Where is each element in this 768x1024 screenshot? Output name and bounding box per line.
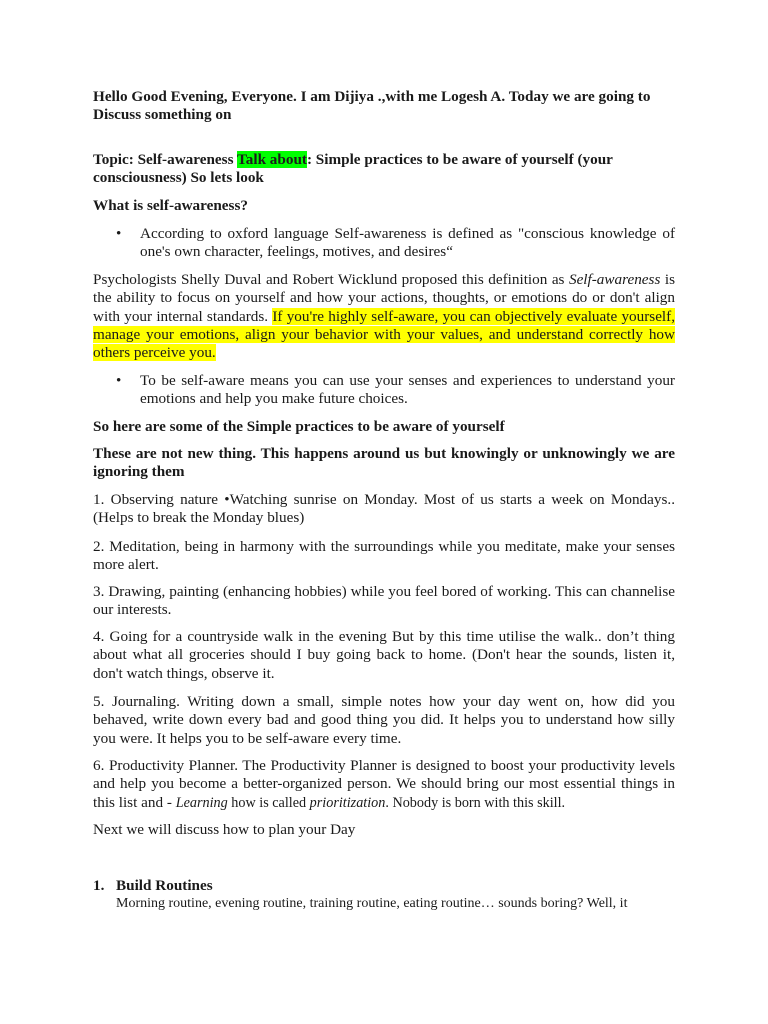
item6-learning: Learning xyxy=(175,794,228,811)
para-a-italic: Self-awareness xyxy=(568,271,661,288)
practice-item-6 xyxy=(93,757,675,812)
practice-item-3: 3. Drawing, painting (enhancing hobbies) while you feel bored of working. This can channelise our interests. xyxy=(93,583,675,619)
para-a-text: Psychologists Shelly Duval and Robert Wicklund proposed this definition as xyxy=(93,271,569,288)
bullet-self-aware: To be self-aware means you can use your senses and experiences to understand your emotions and help you make future choices. xyxy=(140,372,675,408)
topic-rest: : Simple practices to be aware of yourself (your consciousness) So lets look xyxy=(93,151,613,187)
bullet-marker: • xyxy=(116,372,122,389)
practices-heading: So here are some of the Simple practices to be aware of yourself xyxy=(93,418,505,435)
para-a-highlight: If you're highly self-aware, you can objectively evaluate yourself, manage your emotions, align your behavior with your values, and understand correctly how others perceive you. xyxy=(93,307,676,362)
topic-highlight: Talk about xyxy=(237,151,307,168)
bullet-definition: According to oxford language Self-awareness is defined as "conscious knowledge of one's own character, feelings, motives, and desires“ xyxy=(140,225,675,261)
item6-text-b: how is called xyxy=(227,794,310,811)
practice-item-1: 1. Observing nature •Watching sunrise on Monday. Most of us starts a week on Mondays.. (Helps to break the Monday blues) xyxy=(93,491,675,527)
list-number: 1. xyxy=(93,877,105,894)
psychologists-paragraph xyxy=(93,271,675,362)
item6-text: 6. Productivity Planner. The Productivity Planner is designed to boost your productivity levels and help you become a better-organized person. We should bring our most essential things in this list and - xyxy=(93,757,675,811)
list-body: Morning routine, evening routine, training routine, eating routine… sounds boring? Well, it xyxy=(116,896,628,911)
practice-item-4: 4. Going for a countryside walk in the evening But by this time utilise the walk.. don’t thing about what all groceries should I buy going back to home. (Don't hear the sounds, listen it, don't watch things, observe it. xyxy=(93,628,675,682)
list-title: Build Routines xyxy=(116,877,213,894)
item6-text-c: . Nobody is born with this skill. xyxy=(385,794,566,811)
intro-paragraph: Hello Good Evening, Everyone. I am Dijiya .,with me Logesh A. Today we are going to Discuss something on xyxy=(93,88,651,124)
item6-prioritization: prioritization xyxy=(309,794,386,811)
not-new-heading: These are not new thing. This happens around us but knowingly or unknowingly we are ignoring them xyxy=(93,445,675,481)
para-a-rest: is the ability to focus on yourself and how your actions, thoughts, or emotions do or don't align with your internal standards. xyxy=(93,271,675,325)
practice-item-5: 5. Journaling. Writing down a small, simple notes how your day went on, how did you behaved, write down every bad and good thing you did. It helps you to understand how silly you were. It helps you to be self-aware every time. xyxy=(93,693,675,747)
topic-prefix: Topic: Self-awareness xyxy=(93,151,238,168)
next-paragraph: Next we will discuss how to plan your Day xyxy=(93,821,356,838)
bullet-marker: • xyxy=(116,225,122,242)
practice-item-2: 2. Meditation, being in harmony with the surroundings while you meditate, make your senses more alert. xyxy=(93,538,675,574)
topic-paragraph xyxy=(93,151,675,188)
question-heading: What is self-awareness? xyxy=(93,197,248,214)
